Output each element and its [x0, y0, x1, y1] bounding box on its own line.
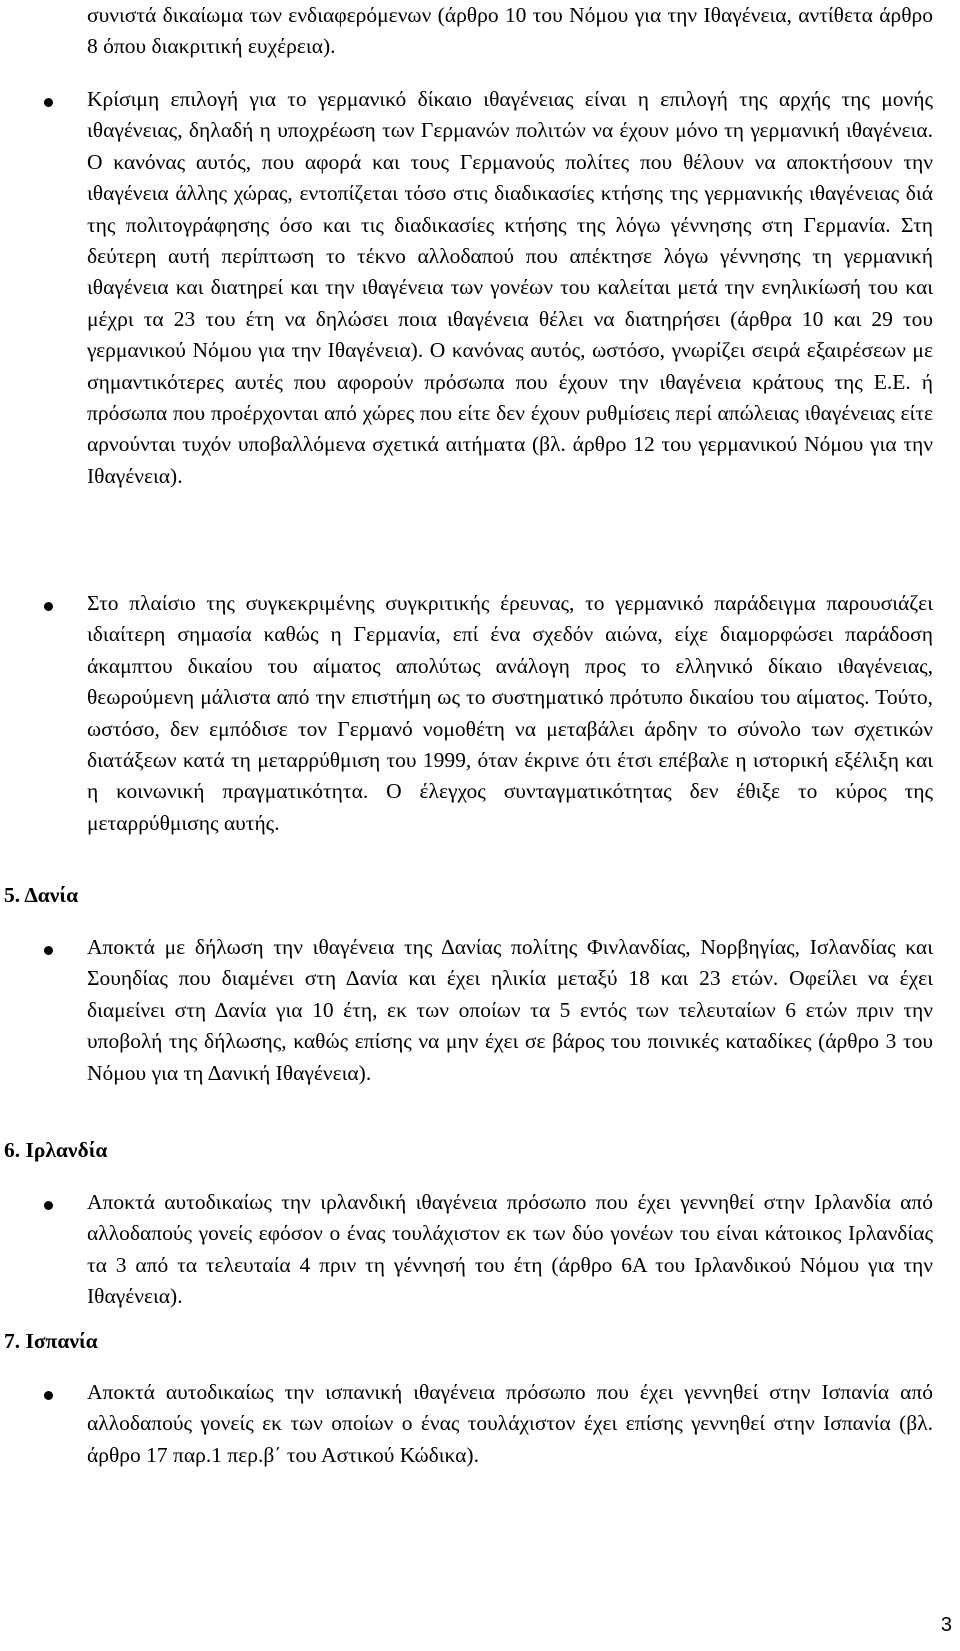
- continuation-paragraph: συνιστά δικαίωμα των ενδιαφερόμενων (άρθρο 10 του Νόμου για την Ιθαγένεια, αντίθετα άρθρο 8 όπου διακριτική ευχέρεια).: [87, 3, 933, 59]
- bullet-icon: [44, 1391, 53, 1400]
- germany-single-nationality-paragraph: Κρίσιμη επιλογή για το γερμανικό δίκαιο ιθαγένειας είναι η επιλογή της αρχής της μονής ιθαγένειας, δηλαδή η υποχρέωση των Γερμανών πολιτών να έχουν μόνο τη γερμανική ιθαγένεια. Ο κανόνας αυτός, που αφορά και τους Γερμανούς πολίτες που θέλουν να αποκτήσουν την ιθαγένεια άλλης χώρας, εντοπίζεται τόσο στις διαδικασίες κτήσης της γερμανικής ιθαγένειας διά της πολιτογράφησης όσο και τις διαδικασίες κτήσης της λόγω γέννησης στη Γερμανία. Στη δεύτερη αυτή περίπτωση το τέκνο αλλοδαπού που απέκτησε λόγω γέννησης τη γερμανική ιθαγένεια και διατηρεί και την ιθαγένεια των γονέων του καλείται μετά την ενηλικίωσή του και μέχρι τα 23 του έτη να δηλώσει ποια ιθαγένεια θέλει να διατηρήσει (άρθρα 10 και 29 του γερμανικού Νόμου για την Ιθαγένεια). Ο κανόνας αυτός, ωστόσο, γνωρίζει σειρά εξαιρέσεων με σημαντικότερες αυτές που αφορούν πρόσωπα που έχουν την ιθαγένεια κράτους της Ε.Ε. ή πρόσωπα που προέρχονται από χώρες που είτε δεν έχουν ρυθμίσεις περί απώλειας ιθαγένειας είτε αρνούνται τυχόν υποβαλλόμενα σχετικά αιτήματα (βλ. άρθρο 12 του γερμανικού Νόμου για την Ιθαγένεια).: [87, 87, 933, 488]
- spain-paragraph: Αποκτά αυτοδικαίως την ισπανική ιθαγένεια πρόσωπο που έχει γεννηθεί στην Ισπανία από αλλοδαπούς γονείς εκ των οποίων ο ένας τουλάχιστον έχει επίσης γεννηθεί στην Ισπανία (βλ. άρθρο 17 παρ.1 περ.β΄ του Αστικού Κώδικα).: [87, 1380, 933, 1467]
- bullet-icon: [44, 602, 53, 611]
- bullet-icon: [44, 946, 53, 955]
- section-heading-spain: 7. Ισπανία: [4, 1329, 98, 1353]
- ireland-paragraph: Αποκτά αυτοδικαίως την ιρλανδική ιθαγένεια πρόσωπο που έχει γεννηθεί στην Ιρλανδία από αλλοδαπούς γονείς εφόσον ο ένας τουλάχιστον εκ των δύο γονέων του είναι κάτοικος Ιρλανδίας τα 3 από τα τελευταία 4 πριν τη γέννησή του έτη (άρθρο 6Α του Ιρλανδικού Νόμου για την Ιθαγένεια).: [87, 1190, 933, 1309]
- germany-comparative-paragraph: Στο πλαίσιο της συγκεκριμένης συγκριτικής έρευνας, το γερμανικό παράδειγμα παρουσιάζει ιδιαίτερη σημασία καθώς η Γερμανία, επί ένα σχεδόν αιώνα, είχε διαμορφώσει παράδοση άκαμπτου δικαίου του αίματος απολύτως ανάλογη προς το ελληνικό δίκαιο ιθαγένειας, θεωρούμενη μάλιστα από την επιστήμη ως το συστηματικό πρότυπο δικαίου του αίματος. Τούτο, ωστόσο, δεν εμπόδισε τον Γερμανό νομοθέτη να μεταβάλει άρδην το σύνολο των σχετικών διατάξεων κατά τη μεταρρύθμιση του 1999, όταν έκρινε ότι έτσι επέβαλε η ιστορική εξέλιξη και η κοινωνική πραγματικότητα. Ο έλεγχος συνταγματικότητας δεν έθιξε το κύρος της μεταρρύθμισης αυτής.: [87, 591, 933, 835]
- section-heading-denmark: 5. Δανία: [4, 883, 79, 907]
- section-heading-ireland: 6. Ιρλανδία: [4, 1138, 108, 1162]
- denmark-paragraph: Αποκτά με δήλωση την ιθαγένεια της Δανίας πολίτης Φινλανδίας, Νορβηγίας, Ισλανδίας και Σουηδίας που διαμένει στη Δανία και έχει ηλικία μεταξύ 18 και 23 ετών. Οφείλει να έχει διαμείνει στη Δανία για 10 έτη, εκ των οποίων τα 5 εντός των τελευταίων 6 ετών πριν την υποβολή της δήλωσης, καθώς επίσης να μην έχει σε βάρος του ποινικές καταδίκες (άρθρο 3 του Νόμου για τη Δανική Ιθαγένεια).: [87, 935, 933, 1085]
- page-number: 3: [940, 1614, 952, 1636]
- bullet-icon: [44, 98, 53, 107]
- bullet-icon: [44, 1201, 53, 1210]
